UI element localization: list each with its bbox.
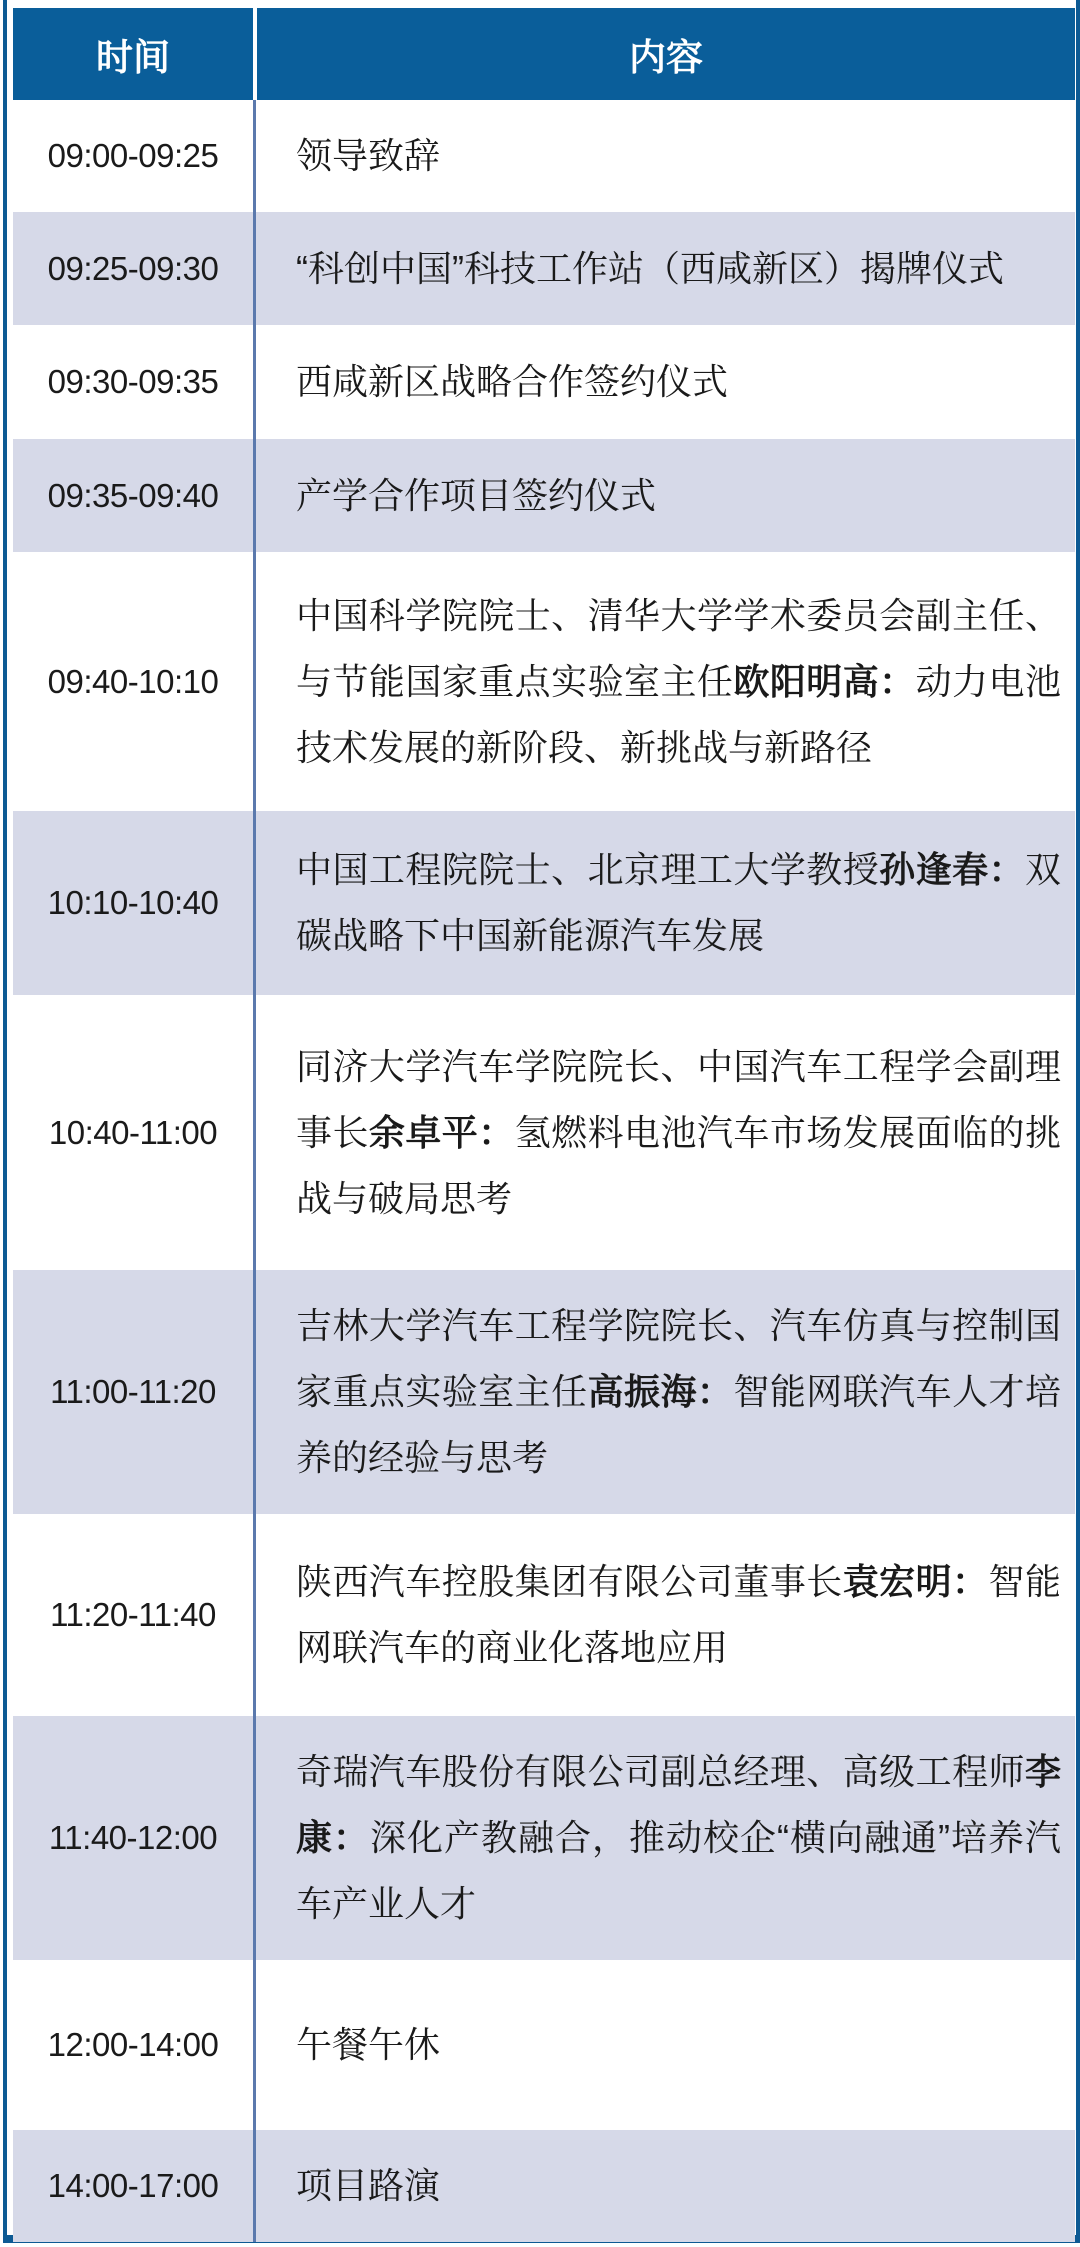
speaker-name: 孙逢春： bbox=[879, 849, 1025, 890]
speaker-name: 余卓平： bbox=[368, 1111, 515, 1153]
content-segment: 氢燃料电池汽车市场发展面临的挑战与破局思考 bbox=[296, 1111, 1061, 1219]
time-cell: 09:40-10:10 bbox=[47, 662, 219, 700]
time-cell: 09:30-09:35 bbox=[47, 363, 219, 400]
content-text bbox=[296, 583, 1061, 781]
speaker-name: 袁宏明： bbox=[842, 1561, 989, 1602]
speaker-name: 欧阳明高： bbox=[733, 660, 916, 702]
table-row bbox=[13, 1960, 1075, 2130]
content-cell bbox=[256, 1270, 1075, 1514]
content-segment: 西咸新区战略合作签约仪式 bbox=[296, 361, 729, 402]
content-text bbox=[296, 349, 728, 415]
speaker-name: 李康： bbox=[296, 1751, 1061, 1858]
column-header-content: 内容 bbox=[257, 8, 1075, 100]
time-cell: 09:00-09:25 bbox=[47, 137, 219, 174]
table-row bbox=[13, 2130, 1075, 2242]
content-text bbox=[296, 837, 1061, 969]
content-segment: 产学合作项目签约仪式 bbox=[296, 474, 657, 516]
time-cell: 09:35-09:40 bbox=[47, 476, 219, 514]
content-text bbox=[296, 2012, 440, 2078]
time-cell: 10:10-10:40 bbox=[47, 884, 219, 921]
content-segment: “科创中国”科技工作站（西咸新区）揭牌仪式 bbox=[296, 247, 1004, 289]
time-cell: 10:40-11:00 bbox=[48, 1113, 218, 1151]
table-row bbox=[13, 325, 1075, 439]
content-text bbox=[296, 1293, 1061, 1491]
content-segment: 深化产教融合，推动校企“横向融通”培养汽车产业人才 bbox=[296, 1817, 1061, 1924]
table-body bbox=[13, 100, 1075, 2242]
table-row bbox=[13, 439, 1075, 552]
content-segment: 动力电池技术发展的新阶段、新挑战与新路径 bbox=[296, 660, 1061, 768]
column-header-time: 时间 bbox=[13, 8, 253, 100]
content-cell bbox=[256, 811, 1075, 995]
content-text bbox=[296, 236, 1004, 302]
time-cell: 11:20-11:40 bbox=[50, 1596, 216, 1633]
content-cell bbox=[256, 439, 1075, 552]
content-cell bbox=[256, 325, 1075, 439]
content-segment: 智能网联汽车的商业化落地应用 bbox=[296, 1561, 1061, 1668]
content-text bbox=[296, 2153, 440, 2219]
time-cell: 12:00-14:00 bbox=[47, 2026, 219, 2063]
content-segment: 中国工程院院士、北京理工大学教授 bbox=[296, 849, 880, 890]
content-segment: 吉林大学汽车工程学院院长、汽车仿真与控制国家重点实验室主任 bbox=[296, 1305, 1061, 1412]
content-segment: 智能网联汽车人才培养的经验与思考 bbox=[296, 1371, 1061, 1478]
content-segment: 领导致辞 bbox=[296, 135, 441, 176]
content-cell bbox=[256, 552, 1075, 811]
content-cell bbox=[256, 1716, 1075, 1960]
content-text bbox=[296, 1034, 1061, 1232]
table-row bbox=[13, 212, 1075, 325]
content-cell bbox=[256, 212, 1075, 325]
table-row bbox=[13, 1514, 1075, 1716]
time-cell: 14:00-17:00 bbox=[47, 2167, 219, 2204]
time-cell: 09:25-09:30 bbox=[47, 249, 219, 287]
time-cell: 11:00-11:20 bbox=[50, 1373, 216, 1410]
content-text bbox=[296, 1549, 1061, 1681]
content-segment: 同济大学汽车学院院长、中国汽车工程学会副理事长 bbox=[296, 1045, 1061, 1153]
table-row bbox=[13, 1716, 1075, 1960]
content-cell bbox=[256, 2130, 1075, 2242]
speaker-name: 高振海： bbox=[587, 1371, 734, 1412]
content-cell bbox=[256, 1960, 1075, 2130]
table-row bbox=[13, 811, 1075, 995]
content-cell bbox=[256, 1514, 1075, 1716]
content-text bbox=[296, 123, 440, 189]
content-segment: 中国科学院院士、清华大学学术委员会副主任、与节能国家重点实验室主任 bbox=[296, 594, 1061, 702]
table-row bbox=[13, 552, 1075, 811]
content-text bbox=[296, 463, 656, 529]
content-segment: 项目路演 bbox=[296, 2165, 441, 2206]
content-segment: 陕西汽车控股集团有限公司董事长 bbox=[296, 1561, 843, 1602]
content-cell bbox=[256, 100, 1075, 212]
schedule-table bbox=[13, 8, 1075, 2242]
table-header-row bbox=[13, 8, 1075, 100]
time-cell: 11:40-12:00 bbox=[48, 1819, 218, 1856]
content-text bbox=[296, 1739, 1061, 1937]
table-row bbox=[13, 100, 1075, 212]
table-row bbox=[13, 1270, 1075, 1514]
table-row bbox=[13, 995, 1075, 1270]
content-cell bbox=[256, 995, 1075, 1270]
content-segment: 午餐午休 bbox=[296, 2024, 441, 2065]
content-segment: 奇瑞汽车股份有限公司副总经理、高级工程师 bbox=[296, 1751, 1025, 1792]
content-segment: 双碳战略下中国新能源汽车发展 bbox=[296, 849, 1061, 956]
